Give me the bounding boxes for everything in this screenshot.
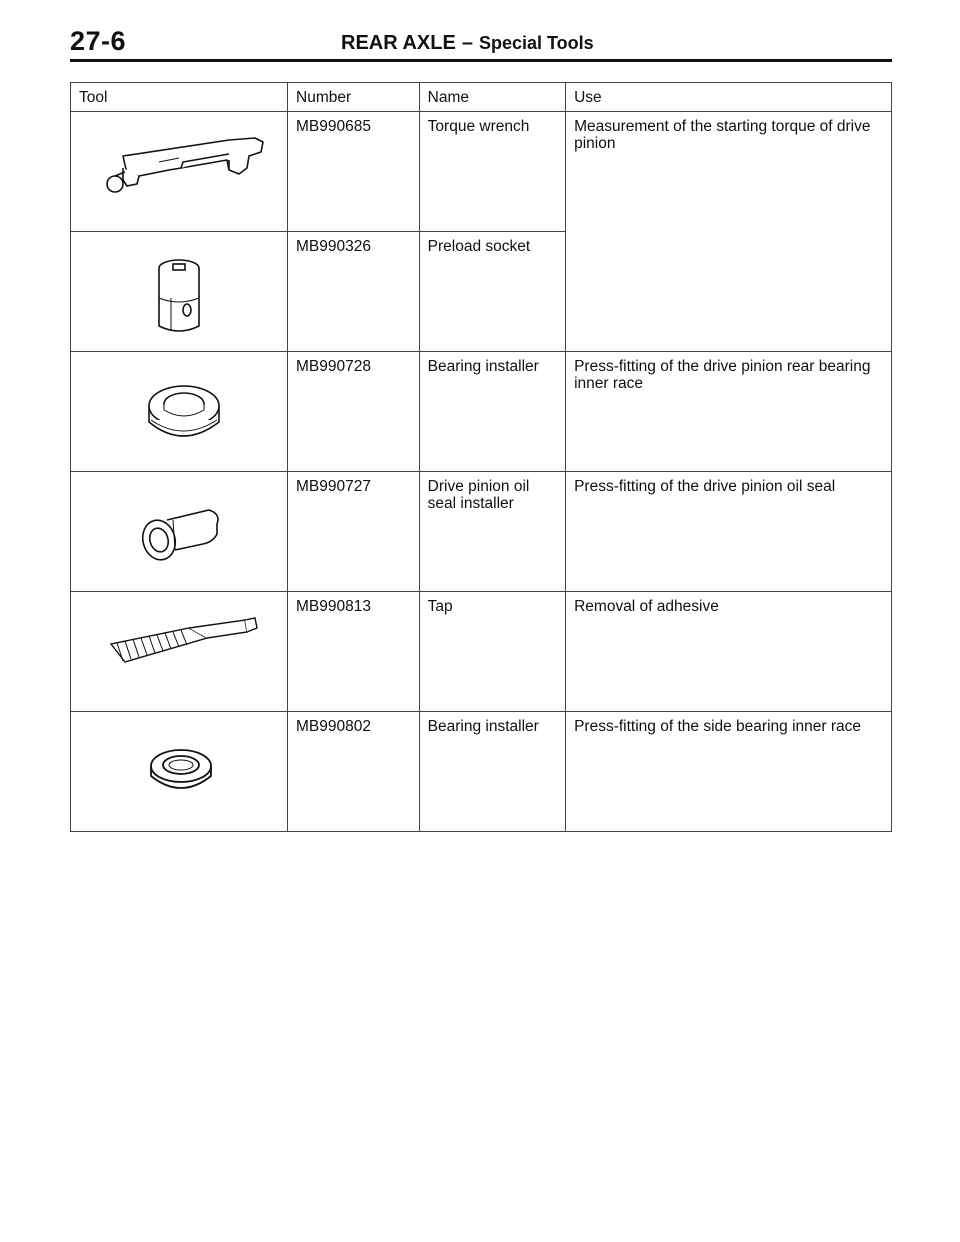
- header-rule: [70, 59, 892, 62]
- preload-socket-icon: [79, 238, 277, 351]
- tool-image-cell: [71, 712, 288, 832]
- title-separator: –: [461, 32, 473, 54]
- tool-number: MB990813: [288, 592, 420, 712]
- table-row: [71, 112, 892, 232]
- oil-seal-installer-icon: [79, 478, 277, 591]
- table-row: [71, 592, 892, 712]
- column-header-tool: Tool: [71, 83, 288, 112]
- special-tools-table: [70, 82, 892, 832]
- tool-use: Press-fitting of the drive pinion oil seal: [566, 472, 892, 592]
- table-row: [71, 352, 892, 472]
- table-row: [71, 472, 892, 592]
- section-title: [341, 32, 594, 55]
- torque-wrench-icon: [79, 118, 277, 231]
- tool-image-cell: [71, 232, 288, 352]
- tool-number: MB990685: [288, 112, 420, 232]
- tool-name: Torque wrench: [419, 112, 565, 232]
- tool-use: Measurement of the starting torque of drive pinion: [566, 112, 892, 352]
- tool-image-cell: [71, 352, 288, 472]
- table-header-row: [71, 83, 892, 112]
- tool-image-cell: [71, 472, 288, 592]
- tool-name: Bearing installer: [419, 352, 565, 472]
- subsection-name: Special Tools: [478, 33, 594, 53]
- tool-number: MB990326: [288, 232, 420, 352]
- table-row: [71, 712, 892, 832]
- tool-name-text: Drive pinion oil seal installer: [427, 478, 530, 512]
- bearing-installer-icon: [79, 358, 277, 471]
- tool-name: Bearing installer: [419, 712, 565, 832]
- tool-image-cell: [71, 112, 288, 232]
- tool-use: Press-fitting of the side bearing inner race: [566, 712, 892, 832]
- tool-name: Preload socket: [419, 232, 565, 352]
- tool-number: MB990728: [288, 352, 420, 472]
- tool-number: MB990802: [288, 712, 420, 832]
- tool-number: MB990727: [288, 472, 420, 592]
- column-header-name: Name: [419, 83, 565, 112]
- side-bearing-installer-icon: [79, 718, 277, 831]
- tool-image-cell: [71, 592, 288, 712]
- tool-use: Removal of adhesive: [566, 592, 892, 712]
- tool-name: [419, 472, 565, 592]
- column-header-number: Number: [288, 83, 420, 112]
- tap-icon: [79, 598, 277, 711]
- column-header-use: Use: [566, 83, 892, 112]
- section-name: REAR AXLE: [341, 32, 456, 54]
- page-number: 27-6: [70, 26, 127, 56]
- tool-name: Tap: [419, 592, 565, 712]
- tool-use: Press-fitting of the drive pinion rear bearing inner race: [566, 352, 892, 472]
